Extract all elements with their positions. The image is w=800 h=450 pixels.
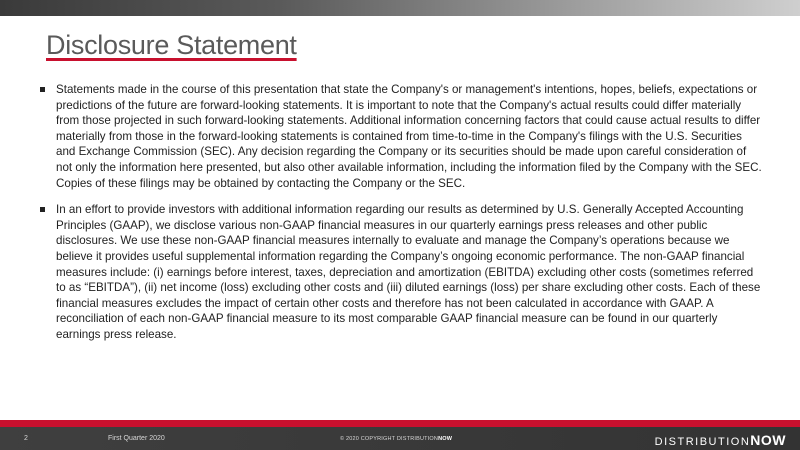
copyright-bold-text: NOW bbox=[438, 436, 453, 442]
page-title: Disclosure Statement bbox=[46, 30, 297, 60]
footer-accent-stripe bbox=[0, 420, 800, 427]
footer-bar bbox=[0, 427, 800, 450]
bullet-text: In an effort to provide investors with additional information regarding our results as determined by U.S. Generally Accepted Accounting Principles (GAAP), we disclose various non-GAAP financial measures in our quarterly earnings press releases and other public disclosures. We use these non-GAAP financial measures internally to evaluate and manage the Company’s operations because we believe it provides useful supplemental information regarding the Company’s ongoing economic performance. The non-GAAP financial measures include: (i) earnings before interest, taxes, depreciation and amortization (EBITDA) excluding other costs (sometimes referred to as “EBITDA”), (ii) net income (loss) excluding other costs and (iii) diluted earnings (loss) per share excluding other costs. Each of these financial measures excludes the impact of certain other costs and therefore has not been calculated in accordance with GAAP. A reconciliation of each non-GAAP financial measure to its most comparable GAAP financial measure can be found in our quarterly earnings press release. bbox=[56, 203, 761, 341]
square-bullet-icon bbox=[40, 207, 45, 212]
square-bullet-icon bbox=[40, 87, 45, 92]
footer-period: First Quarter 2020 bbox=[108, 435, 165, 442]
disclosure-body bbox=[38, 82, 763, 354]
company-logo bbox=[655, 432, 786, 448]
list-item bbox=[38, 82, 763, 191]
copyright-text: © 2020 COPYRIGHT DISTRIBUTION bbox=[340, 436, 439, 442]
logo-bold-text: NOW bbox=[750, 432, 786, 448]
header-gradient-bar bbox=[0, 0, 800, 16]
logo-text: DISTRIBUTION bbox=[654, 436, 751, 448]
page-number: 2 bbox=[24, 435, 28, 442]
bullet-text: Statements made in the course of this presentation that state the Company's or management's intentions, hopes, beliefs, expectations or predictions of the future are forward-looking statements. It is important to note that the Company's actual results could differ materially from those projected in such forward-looking statements. Additional information concerning factors that could cause actual results to differ materially from those in the forward-looking statements is contained from time-to-time in the Company's filings with the U.S. Securities and Exchange Commission (SEC). Any decision regarding the Company or its securities should be made upon careful consideration of not only the information here presented, but also other available information, including the information filed by the Company with the SEC. Copies of these filings may be obtained by contacting the Company or the SEC. bbox=[56, 83, 762, 190]
list-item bbox=[38, 202, 763, 342]
copyright-notice bbox=[340, 436, 452, 442]
